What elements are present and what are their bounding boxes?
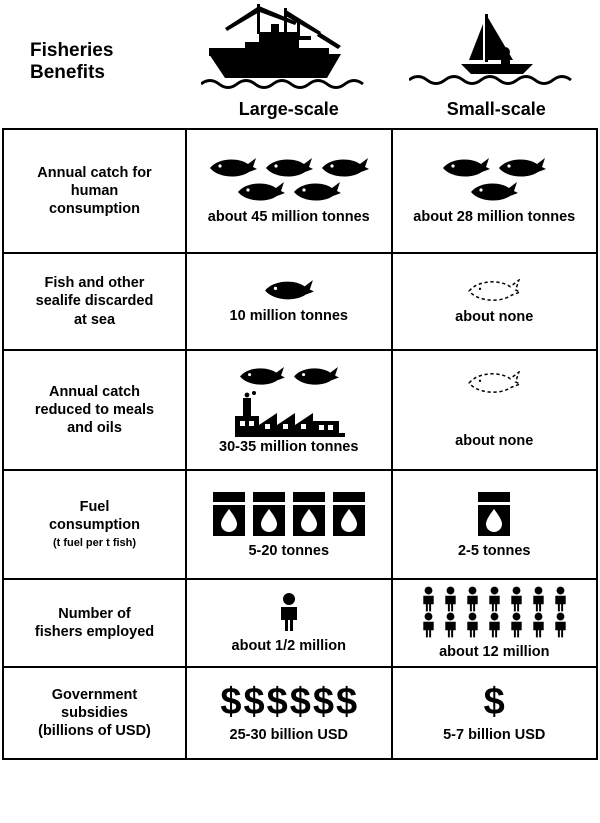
table-row (4, 254, 596, 351)
cell-large-reduced-to-meals (187, 351, 393, 469)
fish-solid-icon (264, 157, 314, 179)
header (0, 0, 600, 128)
person-icon (550, 612, 571, 638)
fuel-barrel-icon (212, 491, 246, 537)
person-icon (440, 586, 461, 612)
fish-outline-icon (467, 371, 521, 395)
fish-solid-icon (320, 157, 370, 179)
row-label-fishers-employed: Number of fishers employed (4, 580, 187, 666)
dollar-sign-icon: $ (336, 681, 358, 723)
fuel-barrel-icon (292, 491, 326, 537)
large-trawler-icon (185, 4, 393, 90)
fish-solid-icon (497, 157, 547, 179)
small-sailboat-icon (393, 4, 600, 90)
cell-large-government-subsidies (187, 668, 393, 758)
person-icon (462, 586, 483, 612)
comparison-table (2, 128, 598, 760)
icon-group-fish-solid (199, 157, 379, 203)
person-icon (462, 612, 483, 638)
column-label-small-scale: Small-scale (446, 99, 546, 119)
dollar-sign-icon: $ (312, 681, 335, 723)
icon-group-fuel-barrel (477, 491, 511, 537)
person-icon (484, 586, 505, 612)
cell-small-discarded-at-sea (393, 254, 597, 349)
icon-group-person (415, 586, 573, 638)
person-icon (506, 586, 527, 612)
icon-group-fish-outline (467, 279, 521, 303)
fish-solid-icon (292, 366, 340, 387)
value-large-fishers-employed: about 1/2 million (231, 638, 346, 654)
dollar-sign-icon: $ (289, 681, 311, 723)
icon-group-fish-solid (429, 157, 559, 203)
row-label-fuel-sub: (t fuel per t fish) (52, 537, 137, 550)
fish-solid-icon (292, 181, 342, 203)
table-row (4, 130, 596, 254)
fish-solid-icon (238, 366, 286, 387)
icon-group-dollar (220, 683, 357, 721)
person-icon (506, 612, 527, 638)
value-large-annual-catch-human: about 45 million tonnes (207, 209, 370, 225)
fish-solid-icon (208, 157, 258, 179)
row-label-government-subsidies: Government subsidies (billions of USD) (4, 668, 187, 758)
header-column-large-scale (185, 0, 393, 128)
page-title-line1: Fisheries (30, 40, 114, 62)
value-large-reduced-to-meals: 30-35 million tonnes (219, 438, 359, 455)
person-icon (418, 586, 439, 612)
fish-solid-icon (236, 181, 286, 203)
icon-group-fish-solid (238, 366, 340, 387)
row-label-fuel-consumption: Fuel consumption (t fuel per t fish) (4, 471, 187, 578)
table-row (4, 471, 596, 580)
value-small-discarded-at-sea: about none (455, 308, 534, 325)
person-icon (550, 586, 571, 612)
row-label-discarded-at-sea: Fish and other sealife discarded at sea (4, 254, 187, 349)
cell-large-fuel-consumption (187, 471, 393, 578)
cell-large-fishers-employed (187, 580, 393, 666)
cell-large-annual-catch-human (187, 130, 393, 252)
person-icon (528, 586, 549, 612)
icon-group-person (277, 592, 301, 632)
cell-small-annual-catch-human (393, 130, 597, 252)
value-small-reduced-to-meals: about none (455, 433, 534, 449)
cell-large-discarded-at-sea (187, 254, 393, 349)
person-icon (277, 592, 301, 632)
dollar-sign-icon: $ (243, 681, 265, 723)
table-row (4, 351, 596, 471)
fish-outline-icon (467, 279, 521, 303)
value-small-fuel-consumption: 2-5 tonnes (457, 542, 531, 559)
table-row (4, 580, 596, 668)
value-large-government-subsidies: 25-30 billion USD (229, 727, 348, 743)
fish-solid-icon (263, 279, 315, 302)
fuel-barrel-icon (252, 491, 286, 537)
column-label-large-scale: Large-scale (238, 99, 339, 119)
person-icon (528, 612, 549, 638)
row-label-reduced-to-meals: Annual catch reduced to meals and oils (4, 351, 187, 469)
value-small-fishers-employed: about 12 million (439, 644, 550, 660)
fishmeal-factory-icon (229, 391, 349, 437)
dollar-sign-icon: $ (266, 681, 288, 723)
dollar-sign-icon: $ (220, 681, 242, 723)
page-title-line2: Benefits (30, 62, 105, 84)
header-column-small-scale (393, 0, 600, 128)
value-large-discarded-at-sea: 10 million tonnes (229, 308, 348, 324)
cell-small-fishers-employed (393, 580, 597, 666)
value-large-fuel-consumption: 5-20 tonnes (248, 542, 330, 559)
person-icon (418, 612, 439, 638)
icon-group-fuel-barrel (212, 491, 366, 537)
cell-small-government-subsidies (393, 668, 597, 758)
person-icon (484, 612, 505, 638)
row-label-annual-catch-human: Annual catch for human consumption (4, 130, 187, 252)
value-small-government-subsidies: 5-7 billion USD (443, 727, 546, 743)
icon-group-fish-solid (263, 279, 315, 302)
fuel-barrel-icon (332, 491, 366, 537)
icon-group-fish-outline (467, 371, 521, 395)
person-icon (440, 612, 461, 638)
fish-solid-icon (469, 181, 519, 203)
page-title (0, 40, 185, 128)
cell-small-reduced-to-meals (393, 351, 597, 469)
cell-small-fuel-consumption (393, 471, 597, 578)
fish-solid-icon (441, 157, 491, 179)
table-row (4, 668, 596, 758)
dollar-sign-icon: $ (483, 681, 505, 723)
fuel-barrel-icon (477, 491, 511, 537)
value-small-annual-catch-human: about 28 million tonnes (413, 209, 576, 225)
icon-group-dollar (484, 683, 505, 721)
